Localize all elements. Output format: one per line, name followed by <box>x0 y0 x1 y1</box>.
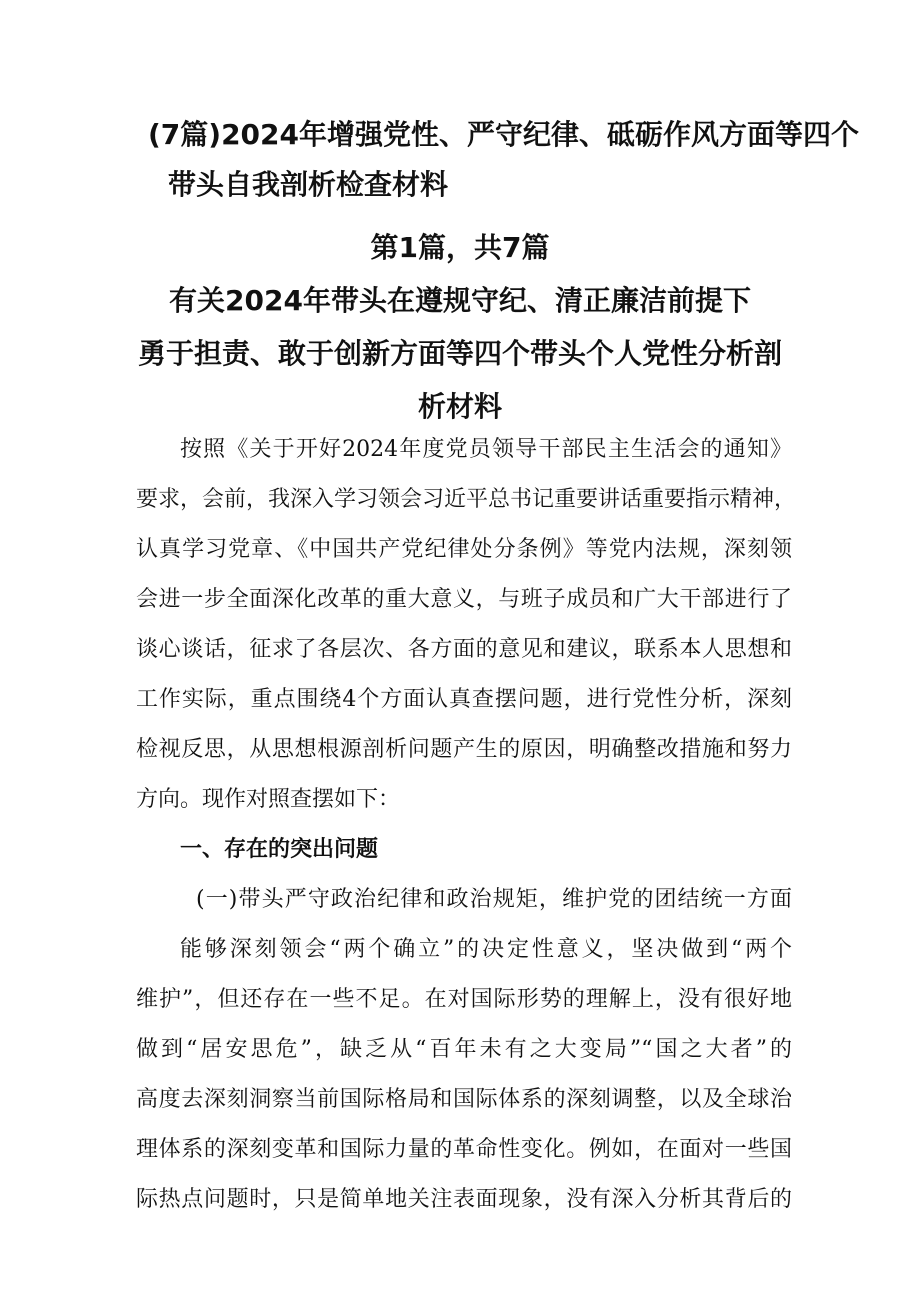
intro-line: 认真学习党章、《中国共产党纪律处分条例》等党内法规，深刻领 <box>136 537 792 562</box>
intro-line: 工作实际，重点围绕4个方面认真查摆问题，进行党性分析，深刻 <box>136 687 792 712</box>
body-line: 际热点问题时，只是简单地关注表面现象，没有深入分析其背后的 <box>136 1187 792 1212</box>
document-title-line-1: (7篇)2024年增强党性、严守纪律、砥砺作风方面等四个 <box>148 118 860 151</box>
body-line: 能够深刻领会“两个确立”的决定性意义，坚决做到“两个 <box>180 937 792 962</box>
subsection-heading: (一)带头严守政治纪律和政治规矩，维护党的团结统一方面 <box>196 887 792 912</box>
intro-line: 方向。现作对照查摆如下： <box>136 787 401 812</box>
subtitle-line-1: 有关2024年带头在遵规守纪、清正廉洁前提下 <box>169 284 751 317</box>
intro-line: 检视反思，从思想根源剖析问题产生的原因，明确整改措施和努力 <box>136 737 792 762</box>
body-line: 理体系的深刻变革和国际力量的革命性变化。例如，在面对一些国 <box>136 1137 792 1162</box>
intro-line: 按照《关于开好2024年度党员领导干部民主生活会的通知》 <box>180 437 792 462</box>
section-heading: 一、存在的突出问题 <box>180 836 379 862</box>
intro-line: 要求，会前，我深入学习领会习近平总书记重要讲话重要指示精神， <box>136 487 797 512</box>
subtitle-line-3: 析材料 <box>417 390 502 423</box>
body-line: 维护”，但还存在一些不足。在对国际形势的理解上，没有很好地 <box>136 987 792 1012</box>
body-line: 做到“居安思危”，缺乏从“百年未有之大变局”“国之大者”的 <box>136 1037 792 1062</box>
intro-line: 谈心谈话，征求了各层次、各方面的意见和建议，联系本人思想和 <box>136 637 792 662</box>
body-line: 高度去深刻洞察当前国际格局和国际体系的深刻调整，以及全球治 <box>136 1087 792 1112</box>
document-title-line-2: 带头自我剖析检查材料 <box>168 168 449 201</box>
intro-line: 会进一步全面深化改革的重大意义，与班子成员和广大干部进行了 <box>136 587 792 612</box>
subtitle-line-2: 勇于担责、敢于创新方面等四个带头个人党性分析剖 <box>137 337 782 370</box>
part-label: 第1篇，共7篇 <box>370 231 550 264</box>
